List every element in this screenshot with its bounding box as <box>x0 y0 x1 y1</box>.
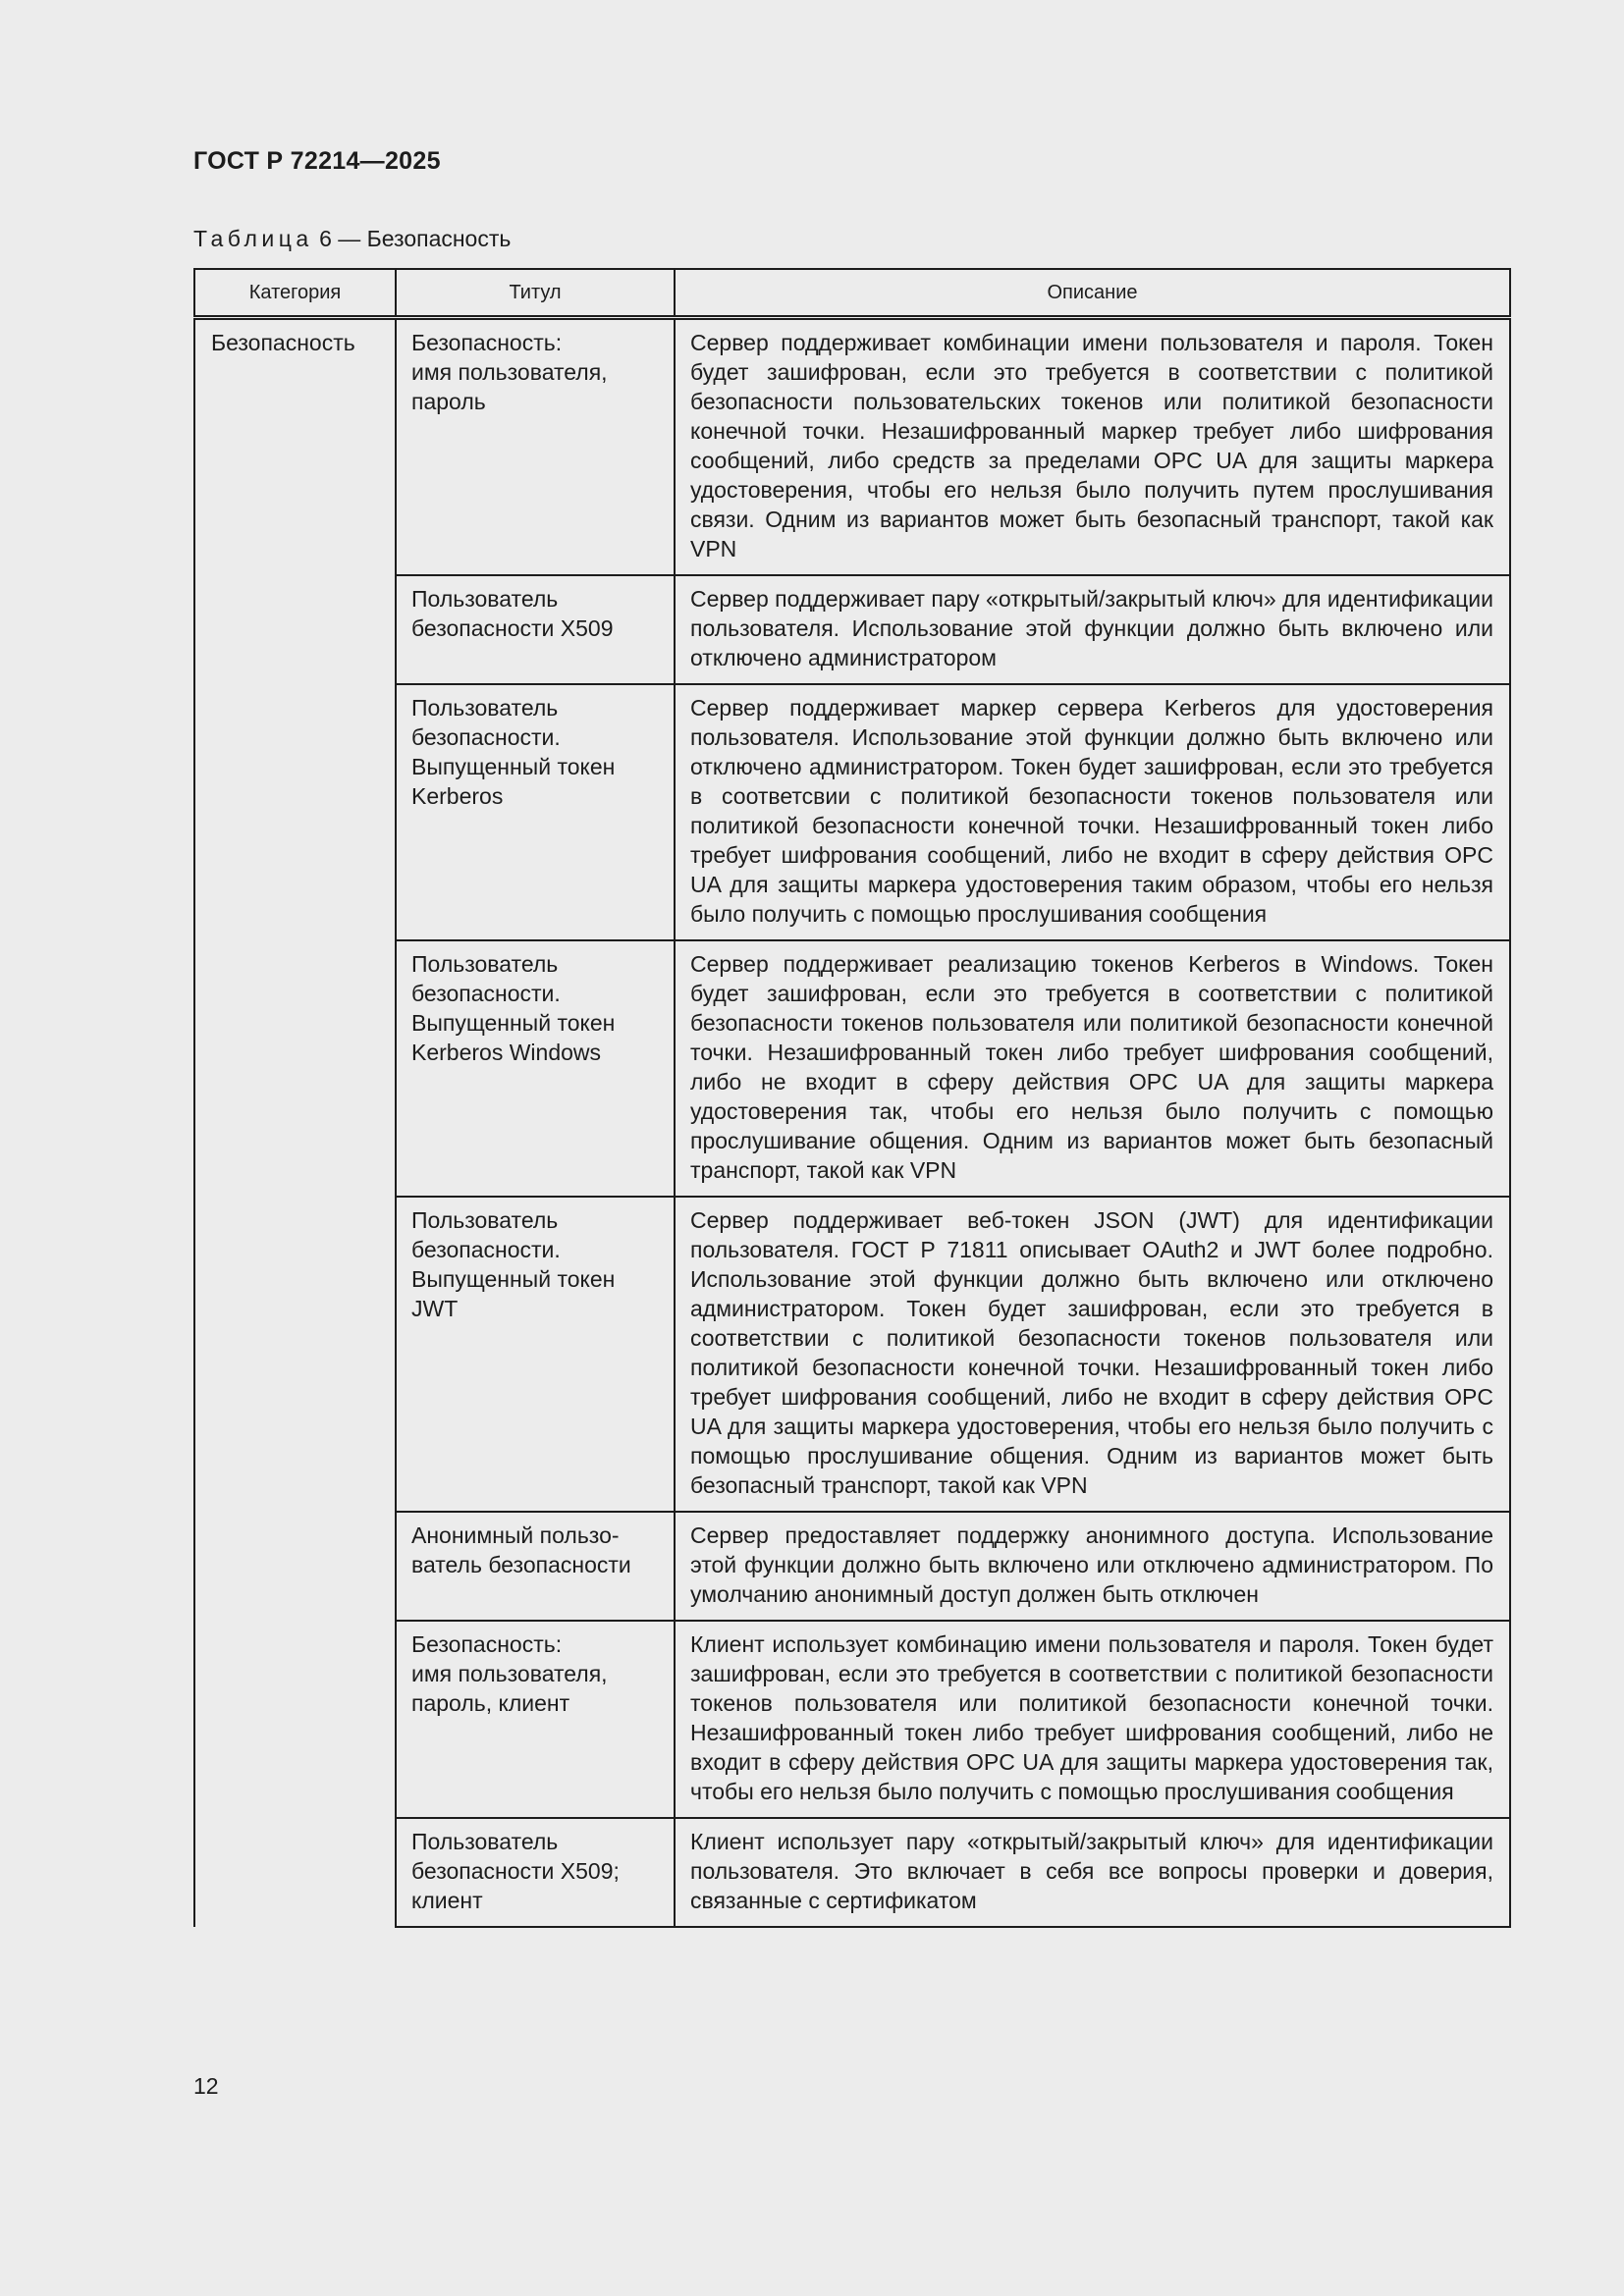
table-caption-word: Таблица <box>193 226 313 251</box>
security-table <box>193 268 1511 1928</box>
column-header-title: Титул <box>396 269 675 318</box>
table-caption <box>193 226 511 252</box>
title-cell: Безопасность: имя пользователя, пароль, клиент <box>396 1621 675 1818</box>
description-cell: Клиент использует пару «открытый/закрытый ключ» для идентификации пользователя. Это включает в себя все вопросы проверки и доверия, связанные с сертификатом <box>675 1818 1510 1927</box>
table-header-row <box>194 269 1510 318</box>
table-caption-text: 6 — Безопасность <box>319 226 512 251</box>
title-cell: Анонимный пользо- ватель безопасности <box>396 1512 675 1621</box>
column-header-category: Категория <box>194 269 396 318</box>
title-cell: Пользователь безопасности. Выпущенный токен Kerberos Windows <box>396 940 675 1197</box>
title-cell: Безопасность: имя пользователя, пароль <box>396 318 675 576</box>
title-cell: Пользователь безопасности X509; клиент <box>396 1818 675 1927</box>
column-header-description: Описание <box>675 269 1510 318</box>
title-cell: Пользователь безопасности. Выпущенный токен Kerberos <box>396 684 675 940</box>
page-number: 12 <box>193 2073 219 2099</box>
title-cell: Пользователь безопасности. Выпущенный токен JWT <box>396 1197 675 1512</box>
document-header: ГОСТ Р 72214—2025 <box>193 147 441 175</box>
table-row <box>194 318 1510 576</box>
description-cell: Сервер поддерживает комбинации имени пользователя и пароля. Токен будет зашифрован, если это требуется в соответствии с политикой безопасности пользовательских токенов или политикой безопасности конечной точки. Незашифрованный маркер требует либо шифрования сообщений, либо средств за пределами OPC UA для защиты маркера удостоверения, чтобы его нельзя было получить путем прослушивания связи. Одним из вариантов может быть безопасный транспорт, такой как VPN <box>675 318 1510 576</box>
description-cell: Клиент использует комбинацию имени пользователя и пароля. Токен будет зашифрован, если это требуется в соответствии с политикой безопасности токенов пользователя или политикой безопасности конечной точки. Незашифрованный токен либо требует шифрования сообщений, либо не входит в сферу действия OPC UA для защиты маркера удостоверения так, чтобы его нельзя было получить с помощью прослушивания сообщения <box>675 1621 1510 1818</box>
title-cell: Пользователь безопасности X509 <box>396 575 675 684</box>
description-cell: Сервер предоставляет поддержку анонимного доступа. Использование этой функции должно быть включено или отключено администратором. По умолчанию анонимный доступ должен быть отключен <box>675 1512 1510 1621</box>
description-cell: Сервер поддерживает пару «открытый/закрытый ключ» для идентификации пользователя. Использование этой функции должно быть включено или отключено администратором <box>675 575 1510 684</box>
description-cell: Сервер поддерживает маркер сервера Kerberos для удостоверения пользователя. Использование этой функции должно быть включено или отключено администратором. Токен будет зашифрован, если это требуется в соответсвии с политикой безопасности токенов пользователя или политикой безопасности конечной точки. Незашифрованный токен либо требует шифрования сообщений, либо не входит в сферу действия OPC UA для защиты маркера удостоверения таким образом, чтобы его нельзя было получить с помощью прослушивания сообщения <box>675 684 1510 940</box>
description-cell: Сервер поддерживает веб-токен JSON (JWT) для идентификации пользователя. ГОСТ Р 71811 описывает OAuth2 и JWT более подробно. Использование этой функции должно быть включено или отключено администратором. Токен будет зашифрован, если это требуется в соответствии с политикой безопасности токенов пользователя или политикой безопасности конечной точки. Незашифрованный токен либо требует шифрования сообщений, либо не входит в сферу действия OPC UA для защиты маркера удостоверения, чтобы его нельзя было получить с помощью прослушивание общения. Одним из вариантов может быть безопасный транспорт, такой как VPN <box>675 1197 1510 1512</box>
category-cell: Безопасность <box>194 318 396 1928</box>
description-cell: Сервер поддерживает реализацию токенов Kerberos в Windows. Токен будет зашифрован, если это требуется в соответствии с политикой безопасности токенов пользователя или политикой безопасности конечной точки. Незашифрованный токен либо требует шифрования сообщений, либо не входит в сферу действия OPC UA для защиты маркера удостоверения так, чтобы его нельзя было получить с помощью прослушивание общения. Одним из вариантов может быть безопасный транспорт, такой как VPN <box>675 940 1510 1197</box>
